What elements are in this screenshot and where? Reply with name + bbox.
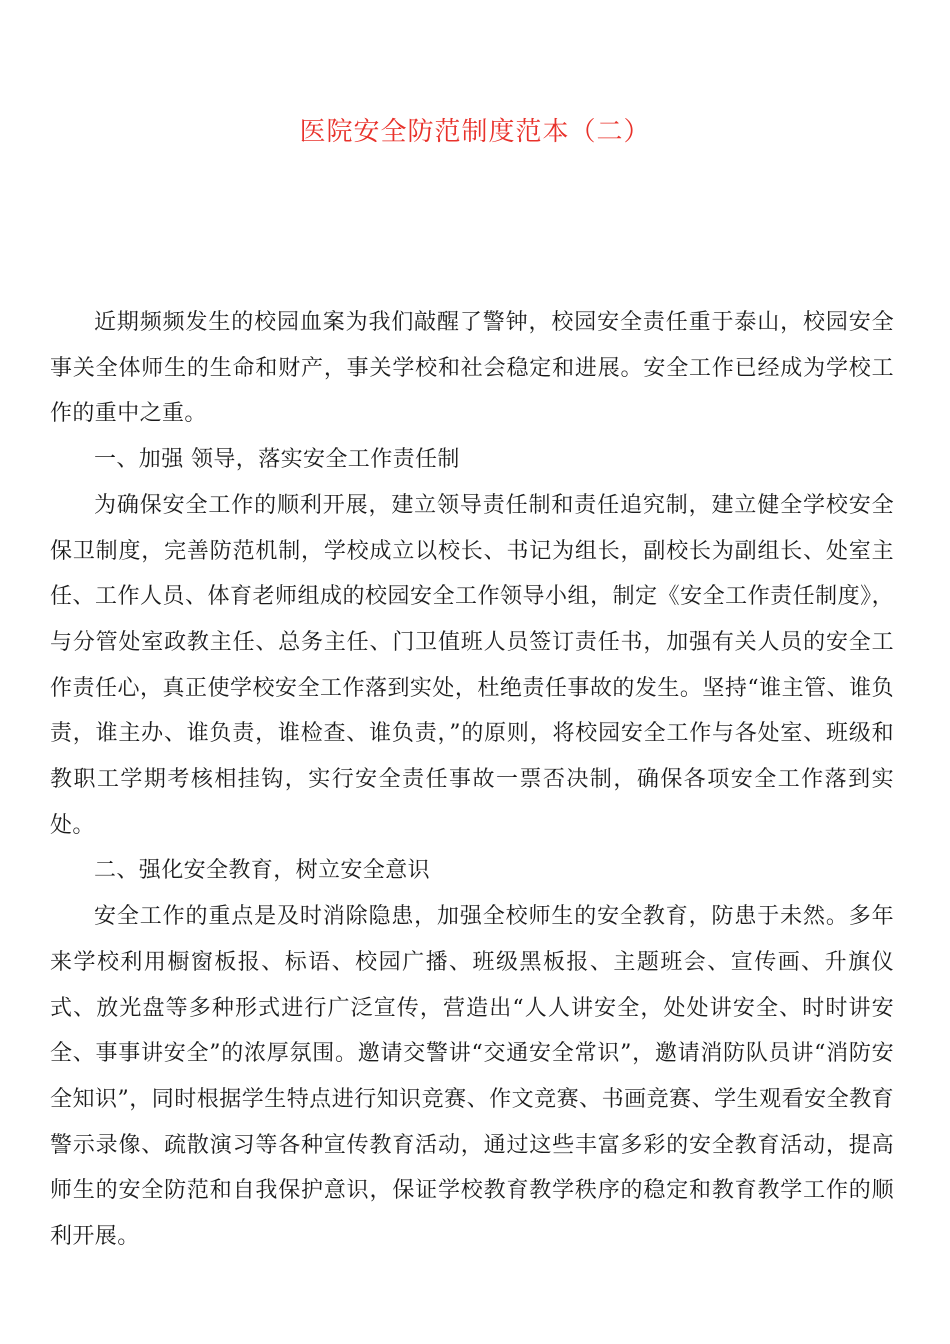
intro-paragraph: 近期频频发生的校园血案为我们敲醒了警钟，校园安全责任重于泰山，校园安全事关全体师生的生命和财产，事关学校和社会稳定和进展。安全工作已经成为学校工作的重中之重。 (50, 310, 894, 427)
section-heading-2: 二、强化安全教育，树立安全意识 (94, 858, 431, 884)
document-title: 医院安全防范制度范本（二） (299, 117, 651, 147)
section-2-paragraph: 安全工作的重点是及时消除隐患，加强全校师生的安全教育，防患于未然。多年来学校利用橱窗板报、标语、校园广播、班级黑板报、主题班会、宣传画、升旗仪式、放光盘等多种形式进行广泛宣传，营造出“人人讲安全，处处讲安全、时时讲安全、事事讲安全”的浓厚氛围。邀请交警讲“交通安全常识”，邀请消防队员讲“消防安全知识”，同时根据学生特点进行知识竞赛、作文竞赛、书画竞赛、学生观看安全教育警示录像、疏散演习等各种宣传教育活动，通过这些丰富多彩的安全教育活动，提高师生的安全防范和自我保护意识，保证学校教育教学秩序的稳定和教育教学工作的顺利开展。 (50, 904, 894, 1250)
section-heading-1: 一、加强 领导，落实安全工作责任制 (94, 447, 460, 473)
section-1-paragraph: 为确保安全工作的顺利开展，建立领导责任制和责任追究制，建立健全学校安全保卫制度，完善防范机制，学校成立以校长、书记为组长，副校长为副组长、处室主任、工作人员、体育老师组成的校园安全工作领导小组，制定《安全工作责任制度》，与分管处室政教主任、总务主任、门卫值班人员签订责任书，加强有关人员的安全工作责任心，真正使学校安全工作落到实处，杜绝责任事故的发生。坚持“谁主管、谁负责，谁主办、谁负责，谁检查、谁负责，”的原则，将校园安全工作与各处室、班级和教职工学期考核相挂钩，实行安全责任事故一票否决制，确保各项安全工作落到实处。 (50, 492, 894, 838)
document-body (50, 300, 894, 1260)
